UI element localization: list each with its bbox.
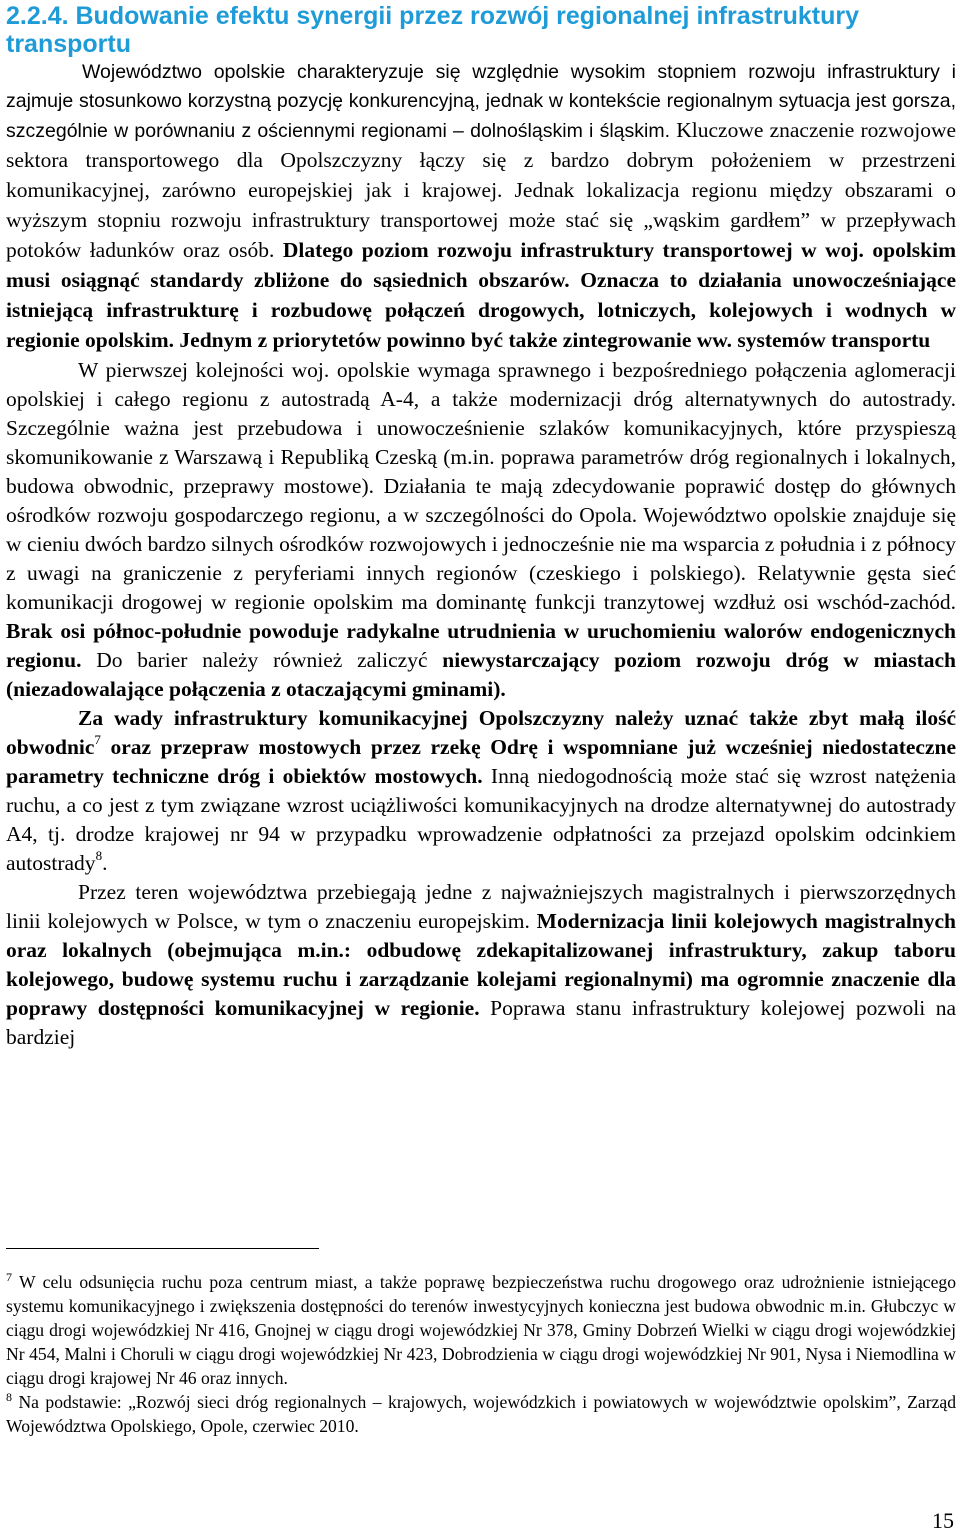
footnote-8 xyxy=(6,1390,956,1438)
footnote-7 xyxy=(6,1270,956,1390)
page-number: 15 xyxy=(932,1508,954,1533)
paragraph-1-intro: Województwo opolskie charakteryzuje się względnie wysokim stopniem rozwoju infrastruktury i zajmuje stosunkowo korzystną pozycję konkurencyjną, jednak w kontekście regionalnym sytuacja jest gorsza, szczególnie w porównaniu z ościennymi regionami – dolnośląskim i śląskim. xyxy=(6,61,956,142)
paragraph-3-emphasis-1: Za wady infrastruktury komunikacyjnej Opolszczyzny należy uznać także zbyt małą ilość obwodnic xyxy=(6,706,956,759)
paragraph-3 xyxy=(6,704,956,878)
paragraph-3-body: Inną niedogodnością może stać się wzrost natężenia ruchu, a co jest z tym związane wzrost uciążliwości komunikacyjnych na drodze alternatywnej do autostrady A4, tj. drodze krajowej nr 94 w przypadku wprowadzenie odpłatności za przejazd opolskim odcinkiem autostrady xyxy=(6,764,956,875)
footnote-text: Na podstawie: „Rozwój sieci dróg regionalnych – krajowych, wojewódzkich i powiatowych w województwie opolskim”, Zarząd Województwa Opolskiego, Opole, czerwiec 2010. xyxy=(6,1392,957,1436)
footnote-number: 8 xyxy=(6,1390,12,1404)
footnote-ref-7[interactable]: 7 xyxy=(94,732,101,747)
paragraph-4-body-2: Poprawa stanu infrastruktury kolejowej pozwoli na bardziej xyxy=(6,996,957,1049)
paragraph-3-end: . xyxy=(102,851,108,875)
paragraph-2-emphasis-2: niewystarczający poziom rozwoju dróg w miastach (niezadowalające połączenia z otaczającymi gminami). xyxy=(6,648,957,701)
paragraph-4-emphasis: Modernizacja linii kolejowych magistralnych oraz lokalnych (obejmująca m.in.: odbudowę zdekapitalizowanej infrastruktury, zakup taboru kolejowego, budowę systemu ruchu i zarządzanie kolejami regionalnymi) ma ogromnie znaczenie dla poprawy dostępności komunikacyjnej w regionie. xyxy=(6,909,957,1020)
paragraph-1-body: Kluczowe znaczenie rozwojowe sektora transportowego dla Opolszczyzny łączy się z bardzo dobrym położeniem w przestrzeni komunikacyjnej, zarówno europejskiej jak i krajowej. Jednak lokalizacja regionu między obszarami o wyższym stopniu rozwoju infrastruktury transportowej może stać się „wąskim gardłem” w przepływach potoków ładunków oraz osób. xyxy=(6,118,957,262)
document-page xyxy=(6,0,956,1052)
paragraph-2-body-2: Do barier należy również zaliczyć xyxy=(96,648,428,672)
paragraph-4-body: Przez teren województwa przebiegają jedne z najważniejszych magistralnych i pierwszorzędnych linii kolejowych w Polsce, w tym o znaczeniu europejskim. xyxy=(6,880,956,933)
footnote-separator xyxy=(6,1248,319,1249)
footnote-number: 7 xyxy=(6,1270,12,1284)
footnote-text: W celu odsunięcia ruchu poza centrum miast, a także poprawę bezpieczeństwa ruchu drogowego oraz udrożnienie istniejącego systemu komunikacyjnego i zwiększenia dostępności do terenów inwestycyjnych konieczna jest budowa obwodnic m.in. Głubczyc w ciągu drogi wojewódzkiej Nr 416, Gnojnej w ciągu drogi wojewódzkiej Nr 378, Gminy Dobrzeń Wielki w ciągu drogi wojewódzkiej Nr 454, Malni i Choruli w ciągu drogi wojewódzkiej Nr 423, Dobrodzienia w ciągu drogi wojewódzkiej Nr 901, Nysa i Niemodlina w ciągu drogi krajowej Nr 46 oraz innych. xyxy=(6,1272,956,1388)
paragraph-2-emphasis-1: Brak osi północ-południe powoduje radykalne utrudnienia w uruchomieniu walorów endogenicznych regionu. xyxy=(6,619,956,672)
paragraph-1 xyxy=(6,58,956,356)
paragraph-4 xyxy=(6,878,956,1052)
paragraph-2-body: W pierwszej kolejności woj. opolskie wymaga sprawnego i bezpośredniego połączenia aglomeracji opolskiej i całego regionu z autostradą A-4, a także modernizacji dróg alternatywnych do autostrady. Szczególnie ważna jest przebudowa i unowocześnienie szlaków komunikacyjnych, które przyspieszą skomunikowanie z Warszawą i Republiką Czeską (m.in. poprawa parametrów dróg regionalnych i lokalnych, budowa obwodnic, przeprawy mostowe). Działania te mają zdecydowanie poprawić dostęp do głównych ośrodków rozwoju gospodarczego regionu, a w szczególności do Opola. Województwo opolskie znajduje się w cieniu dwóch bardzo silnych ośrodków rozwojowych i jednocześnie nie ma wsparcia z południa i z północy z uwagi na graniczenie z peryferiami innych regionów (czeskiego i polskiego). Relatywnie gęsta sieć komunikacji drogowej w regionie opolskim ma dominantę funkcji tranzytowej wzdłuż osi wschód-zachód. xyxy=(6,358,956,614)
paragraph-2 xyxy=(6,356,956,704)
paragraph-1-emphasis: Dlatego poziom rozwoju infrastruktury transportowej w woj. opolskim musi osiągnąć standardy zbliżone do sąsiednich obszarów. Oznacza to działania unowocześniające istniejącą infrastrukturę i rozbudowę połączeń drogowych, lotniczych, kolejowych i wodnych w regionie opolskim. Jednym z priorytetów powinno być także zintegrowanie ww. systemów transportu xyxy=(6,238,957,352)
paragraph-3-emphasis-2: oraz przepraw mostowych przez rzekę Odrę i wspomniane już wcześniej niedostateczne parametry techniczne dróg i obiektów mostowych. xyxy=(6,735,956,788)
footnotes xyxy=(6,1270,956,1438)
section-heading: 2.2.4. Budowanie efektu synergii przez rozwój regionalnej infrastruktury transportu xyxy=(6,2,859,58)
footnote-ref-8[interactable]: 8 xyxy=(95,848,103,863)
